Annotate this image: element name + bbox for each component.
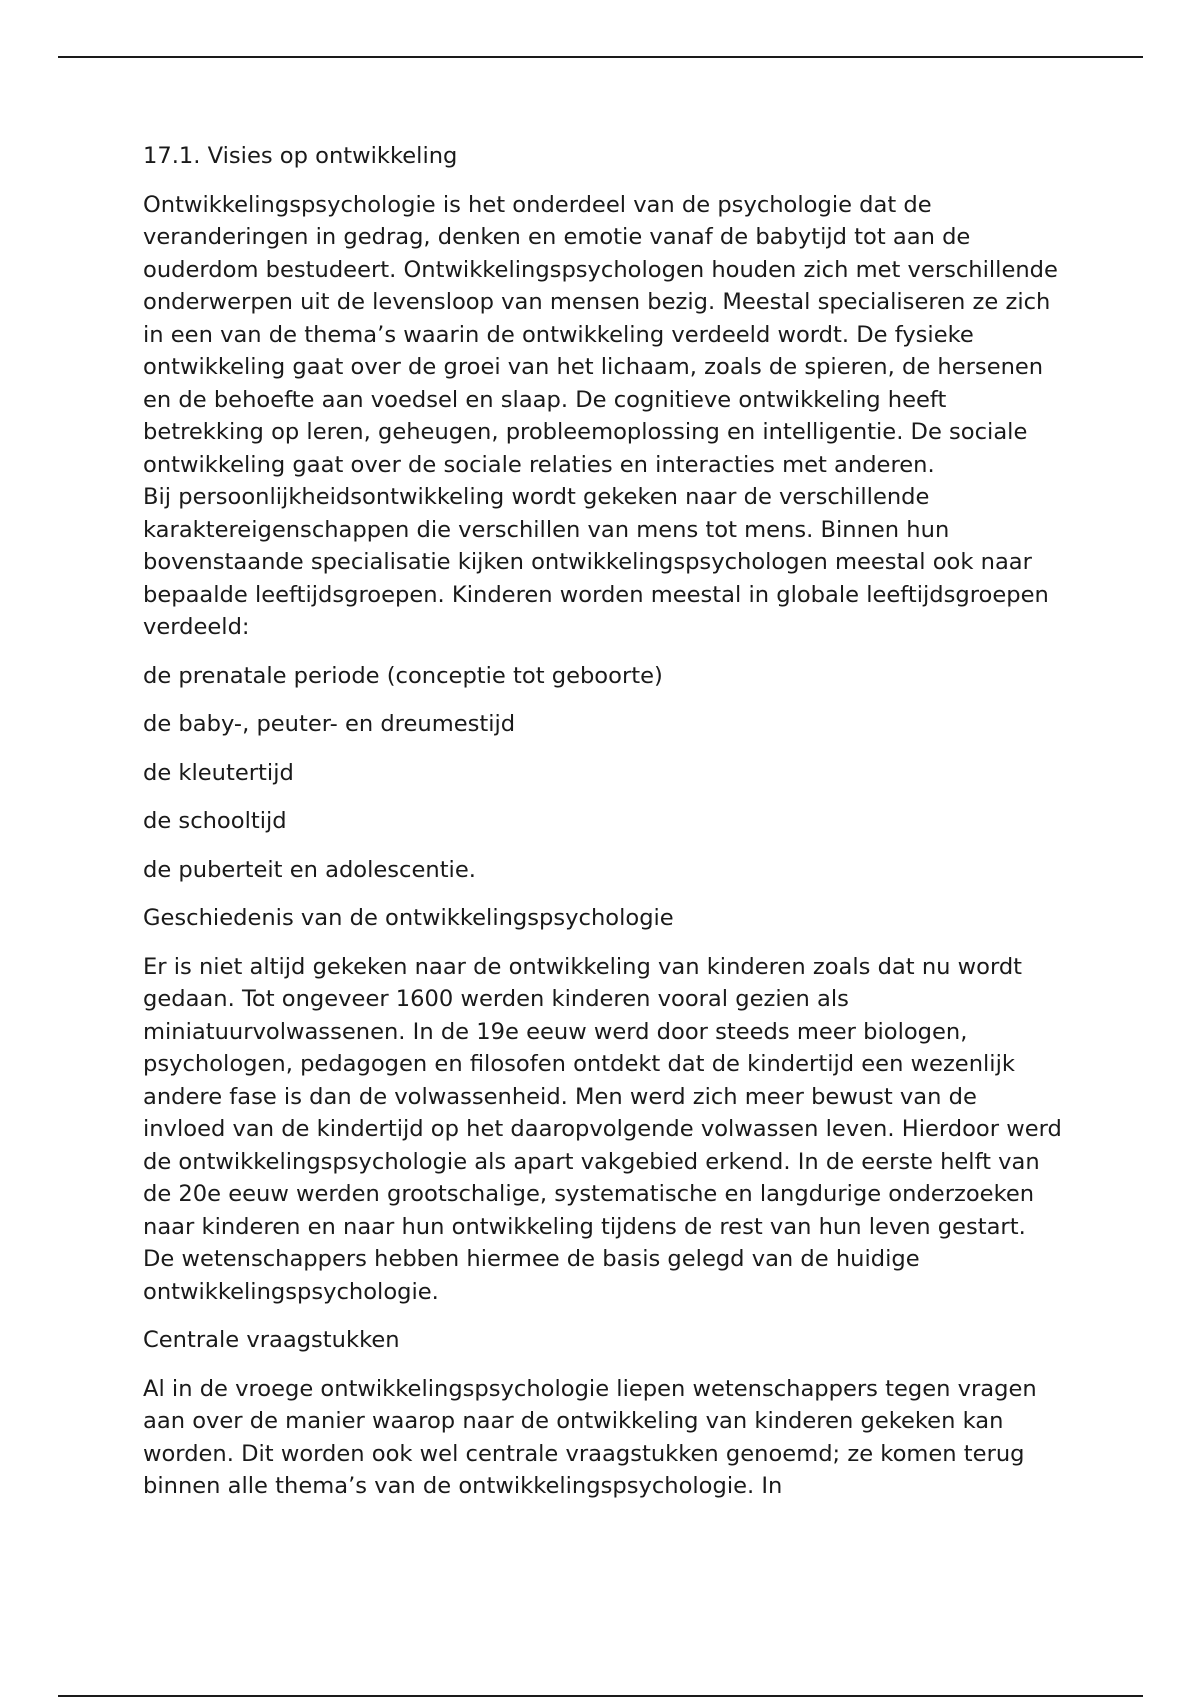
section-heading: 17.1. Visies op ontwikkeling [143, 143, 458, 169]
age-group-item: de baby-, peuter- en dreumestijd [143, 711, 516, 737]
bottom-rule [58, 1695, 1143, 1697]
central-paragraph: Al in de vroege ontwikkelingspsychologie liepen wetenschappers tegen vragen aan over de manier waarop naar de ontwikkeling van kinderen gekeken kan worden. Dit worden ook wel centrale vraagstukken genoemd; ze komen terug binnen alle thema’s van de ontwikkelingspsychologie. In [143, 1375, 1037, 1499]
age-group-item: de puberteit en adolescentie. [143, 856, 476, 883]
history-heading: Geschiedenis van de ontwikkelingspsychologie [143, 905, 674, 931]
central-heading: Centrale vraagstukken [143, 1327, 400, 1353]
age-group-item: de prenatale periode (conceptie tot geboorte) [143, 662, 663, 689]
document-body [143, 140, 1063, 1519]
age-group-item: de kleutertijd [143, 759, 294, 786]
top-rule [58, 56, 1143, 58]
age-group-item: de schooltijd [143, 808, 287, 834]
personality-paragraph: Bij persoonlijkheidsontwikkeling wordt gekeken naar de verschillende karaktereigenschappen die verschillen van mens tot mens. Binnen hun bovenstaande specialisatie kijken ontwikkelingspsychologen meestal ook naar bepaalde leeftijdsgroepen. Kinderen worden meestal in globale leeftijdsgroepen verdeeld: [143, 484, 1049, 640]
intro-paragraph: Ontwikkelingspsychologie is het onderdeel van de psychologie dat de veranderingen in gedrag, denken en emotie vanaf de babytijd tot aan de ouderdom bestudeert. Ontwikkelingspsychologen houden zich met verschillende onderwerpen uit de levensloop van mensen bezig. Meestal specialiseren ze zich in een van de thema’s waarin de ontwikkeling verdeeld wordt. De fysieke ontwikkeling gaat over de groei van het lichaam, zoals de spieren, de hersenen en de behoefte aan voedsel en slaap. De cognitieve ontwikkeling heeft betrekking op leren, geheugen, probleemoplossing en intelligentie. De sociale ontwikkeling gaat over de sociale relaties en interacties met anderen. [143, 191, 1058, 478]
history-paragraph: Er is niet altijd gekeken naar de ontwikkeling van kinderen zoals dat nu wordt gedaan. Tot ongeveer 1600 werden kinderen vooral gezien als miniatuurvolwassenen. In de 19e eeuw werd door steeds meer biologen, psychologen, pedagogen en filosofen ontdekt dat de kindertijd een wezenlijk andere fase is dan de volwassenheid. Men werd zich meer bewust van de invloed van de kindertijd op het daaropvolgende volwassen leven. Hierdoor werd de ontwikkelingspsychologie als apart vakgebied erkend. In de eerste helft van de 20e eeuw werden grootschalige, systematische en langdurige onderzoeken naar kinderen en naar hun ontwikkeling tijdens de rest van hun leven gestart. De wetenschappers hebben hiermee de basis gelegd van de huidige ontwikkelingspsychologie. [143, 953, 1062, 1305]
